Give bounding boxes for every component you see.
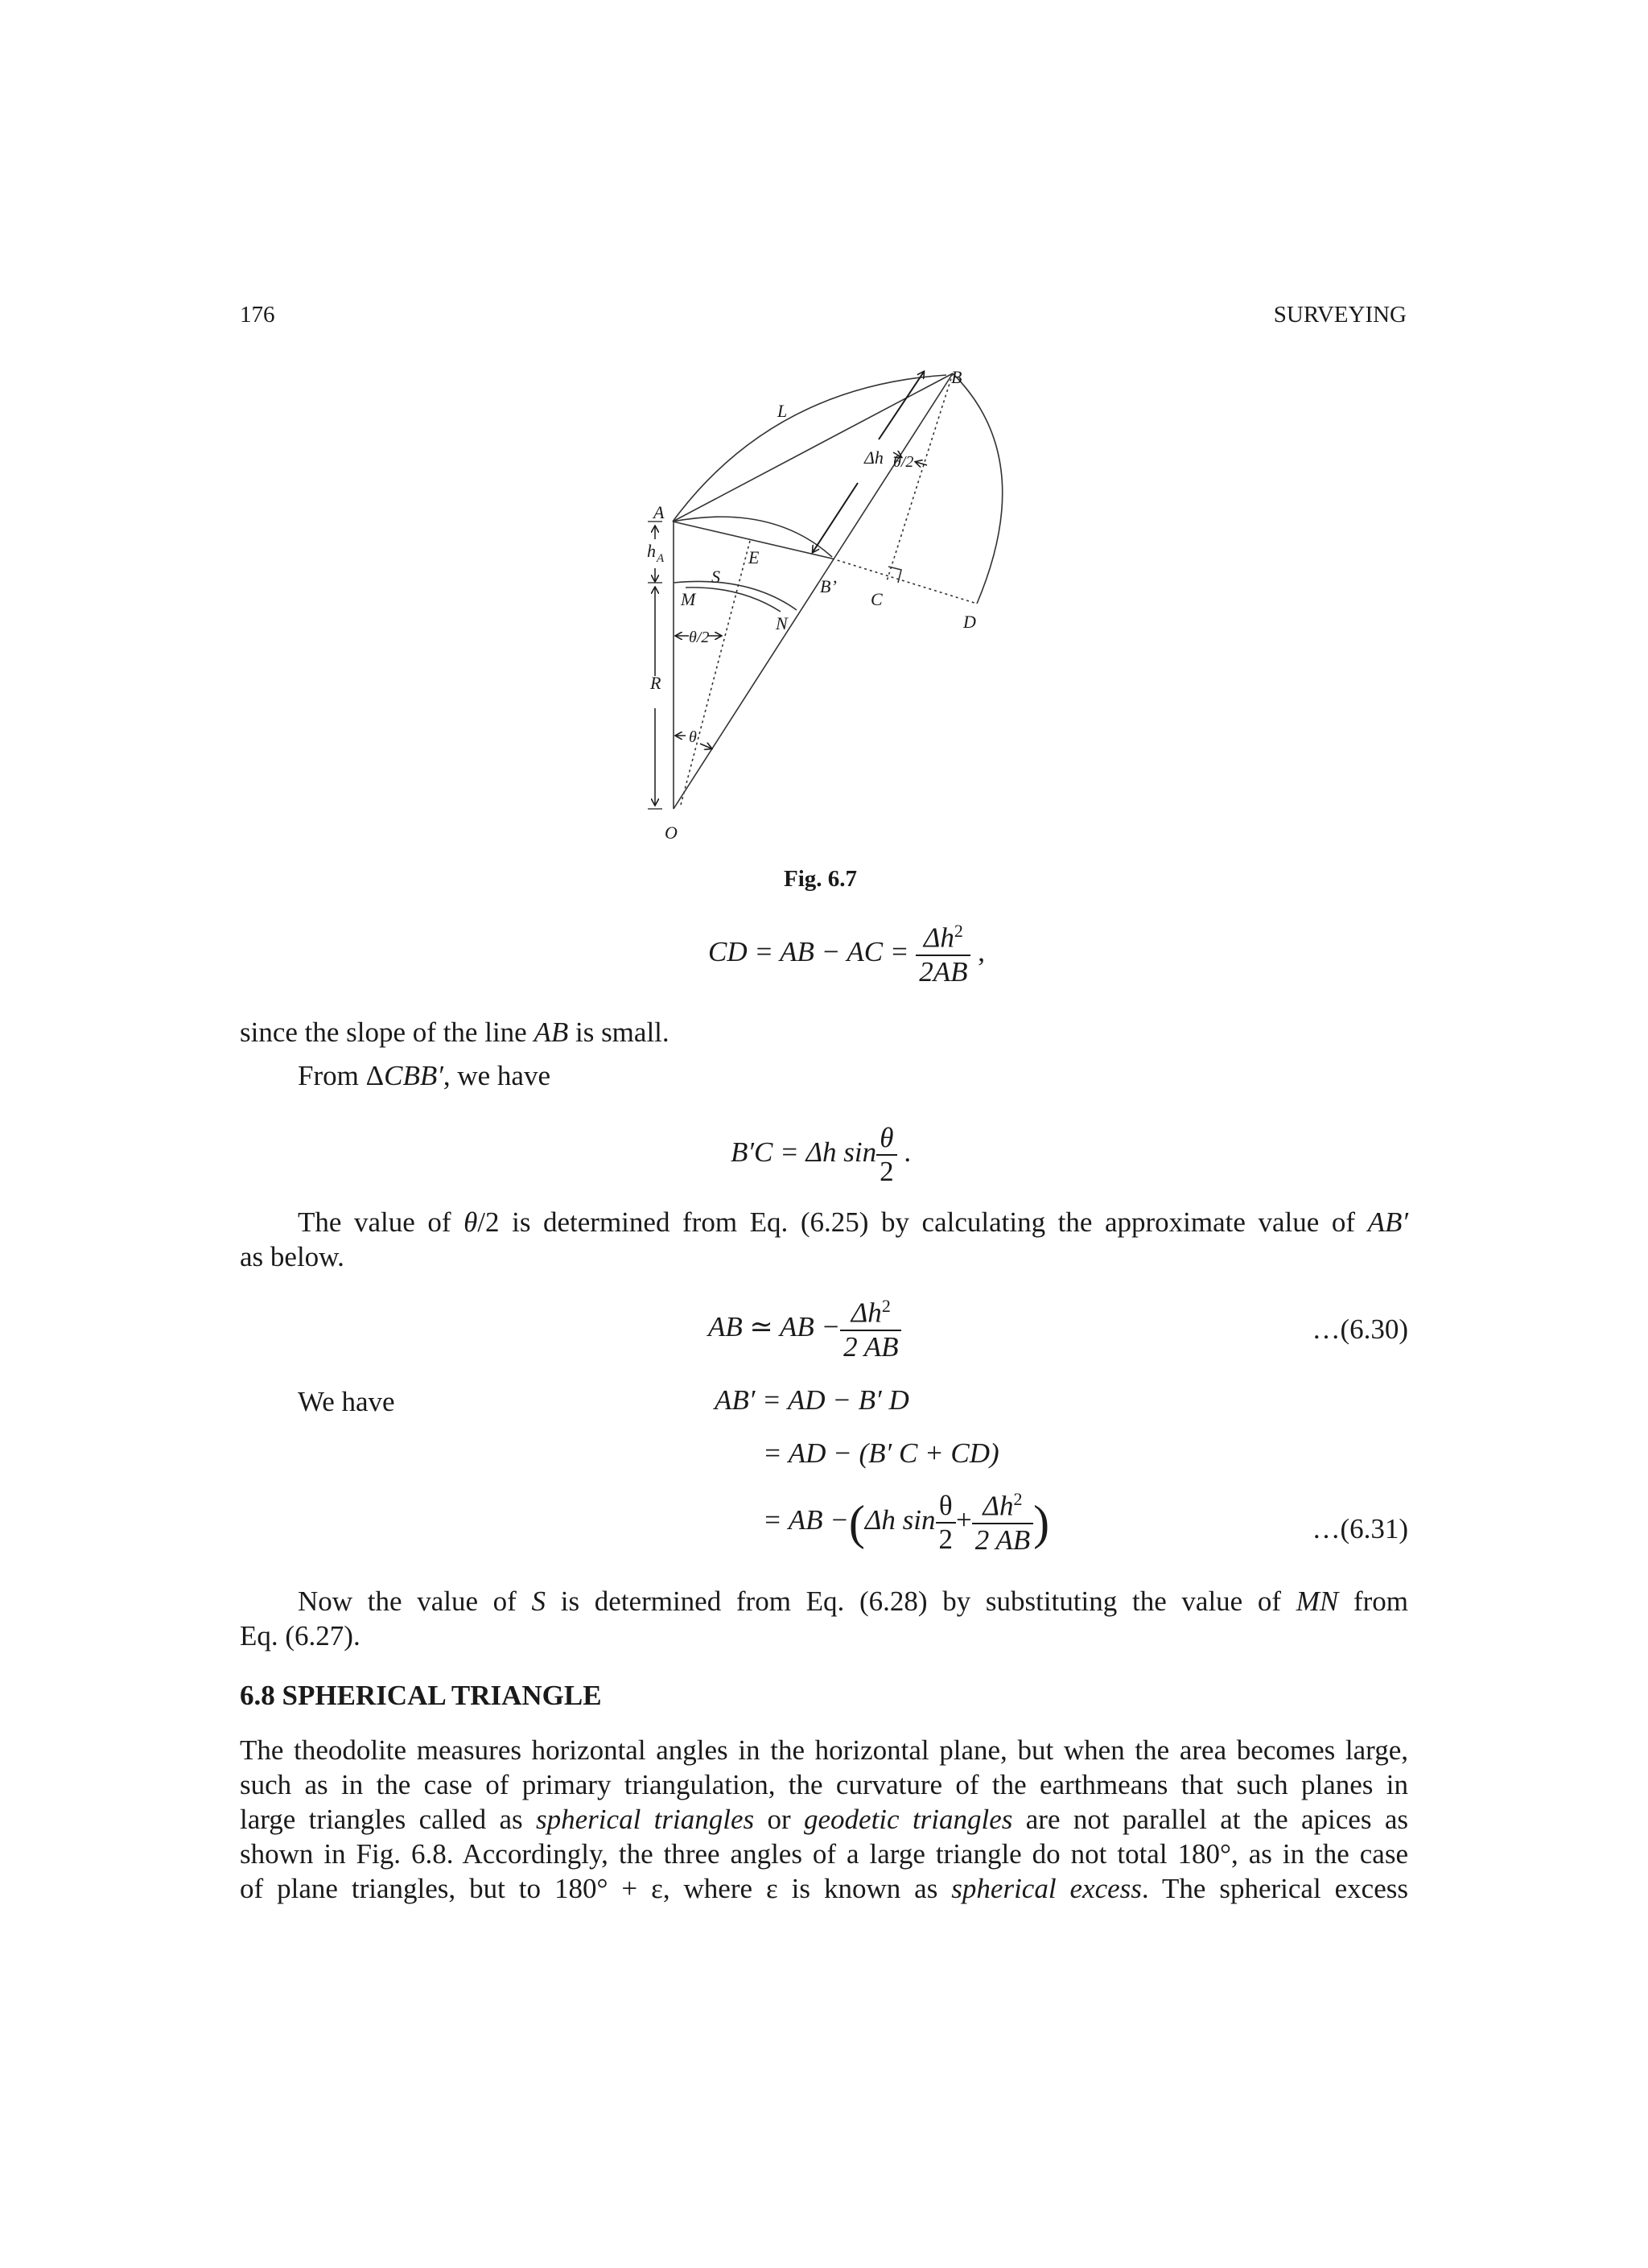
eq631c-frac1 [936,1490,957,1556]
eq-cd-tail: , [970,935,985,967]
para1-b: is small. [568,1016,670,1048]
eq631c-plus: + [956,1503,972,1536]
para5-line5-i: spherical excess [951,1873,1142,1904]
eq631c-num2-sup: 2 [1013,1489,1023,1509]
label-d: D [963,612,976,632]
label-o: O [665,823,678,843]
we-have-label: We have [298,1386,395,1417]
arc-bd [953,373,1003,604]
label-theta: θ [689,728,697,746]
para5-line3-b: or [754,1804,805,1835]
label-theta-half-left: θ/2 [689,629,710,646]
paragraph-from [298,1058,550,1093]
eq-bc-num: θ [880,1122,894,1153]
para4-mn: MN [1296,1586,1339,1617]
eq-bc-tail: . [896,1136,912,1169]
figure-caption: Fig. 6.7 [784,866,858,892]
eq630-lhs: AB ≃ AB − [708,1310,841,1342]
eq-cd-num: Δh [923,922,954,954]
line-ob [674,373,953,809]
para5-line4: shown in Fig. 6.8. Accordingly, the three angles of a large triangle do not total 180°, as in the case [240,1838,1408,1870]
label-dh: Δh [864,447,884,468]
eq-cd-lhs: CD = AB − AC = [708,935,917,967]
label-s: S [711,567,720,587]
para3-theta: θ [464,1206,478,1238]
para4-s: S [531,1586,546,1617]
para5-line3-c: are not parallel at the apices as [1012,1804,1408,1835]
equation-bc [731,1122,911,1188]
para5-line5-a: of plane triangles, but to 180° + ε, where ε is known as [240,1873,952,1904]
label-h-sub: A [657,552,665,565]
equation-6-31-line3 [763,1489,1049,1557]
para2-b: , we have [443,1060,551,1091]
eq630-num: Δh [851,1297,882,1329]
label-theta-half-top: θ/2 [893,453,914,471]
equation-number-6-30: …(6.30) [1312,1313,1408,1345]
para5-line1: The theodolite measures horizontal angles in the horizontal plane, but when the area becomes large, [240,1734,1408,1766]
eq630-num-sup: 2 [881,1296,891,1316]
eq-bc-den: 2 [876,1154,897,1188]
eq630-den: 2 AB [840,1330,901,1363]
label-b: B [951,367,962,387]
label-l: L [777,401,788,421]
paragraph-theta-half [240,1205,1408,1239]
para4-b: is determined from Eq. (6.28) by substituting the value of [546,1586,1296,1617]
page-number: 176 [240,302,275,328]
para4-a: Now the value of [298,1586,532,1617]
para4-c: from [1338,1586,1408,1617]
section-heading: 6.8 SPHERICAL TRIANGLE [240,1680,602,1711]
para5-line5-b: . The spherical excess [1141,1873,1408,1904]
eq631c-mid: Δh sin [864,1503,936,1536]
para5-line3-i2: geodetic triangles [804,1804,1013,1835]
eq631c-lhs: = AB − [763,1503,849,1536]
label-c: C [871,589,883,609]
label-m: M [681,589,696,609]
para5-line3-i1: spherical triangles [536,1804,755,1835]
eq631c-num2: Δh [983,1490,1014,1522]
paragraph-slope [240,1015,670,1049]
eq-bc-lhs: B′C = Δh sin [731,1136,877,1169]
para2-a: From Δ [298,1060,385,1091]
close-paren: ) [1033,1495,1050,1549]
figure-6-7 [628,354,1046,853]
paragraph-value-s-line2: Eq. (6.27). [240,1620,360,1652]
open-paren: ( [848,1495,865,1549]
line-ab [673,373,953,522]
running-title: SURVEYING [1273,302,1407,328]
eq631c-den1: 2 [936,1522,957,1556]
para3-ab: AB′ [1367,1206,1408,1238]
para5-line2: such as in the case of primary triangulation, the curvature of the earthmeans that such planes in [240,1769,1408,1800]
para5-line3-a: large triangles called as [240,1804,537,1835]
arc-s [686,588,781,612]
para3-b: /2 is determined from Eq. (6.25) by calculating the approximate value of [477,1206,1368,1238]
para3-a: The value of [298,1206,464,1238]
eq-bc-fraction [876,1122,897,1188]
paragraph-theta-half-line2: as below. [240,1241,344,1272]
equation-6-31-line1: AB′ = AD − B′ D [715,1384,909,1416]
line-bprime-d [832,559,977,604]
para5-line5 [240,1871,1408,1906]
eq631c-frac2 [972,1489,1033,1557]
label-e: E [748,547,760,567]
label-a: A [653,502,665,522]
paragraph-value-s [240,1584,1408,1619]
line-bc [887,373,953,581]
eq631c-num1: θ [938,1489,953,1521]
para2-cbb: CBB′ [384,1060,443,1091]
para5-line3 [240,1802,1408,1837]
label-h: h [647,541,656,561]
para1-a: since the slope of the line [240,1016,534,1048]
equation-6-30 [708,1296,901,1363]
eq-cd-den: 2AB [916,955,970,988]
equation-number-6-31: …(6.31) [1312,1513,1408,1544]
right-angle-mark [888,567,901,583]
label-n: N [776,613,788,633]
eq631c-den2: 2 AB [972,1523,1033,1557]
eq630-fraction [840,1296,901,1363]
eq-cd-num-sup: 2 [954,921,963,941]
dh-arrow-down [813,483,858,552]
equation-cd [708,921,985,988]
equation-6-31-line2: = AD − (B′ C + CD) [763,1437,999,1469]
eq-cd-fraction [916,921,970,988]
label-b-prime: B’ [820,576,837,596]
label-r: R [650,673,661,693]
para1-ab: AB [534,1016,569,1048]
